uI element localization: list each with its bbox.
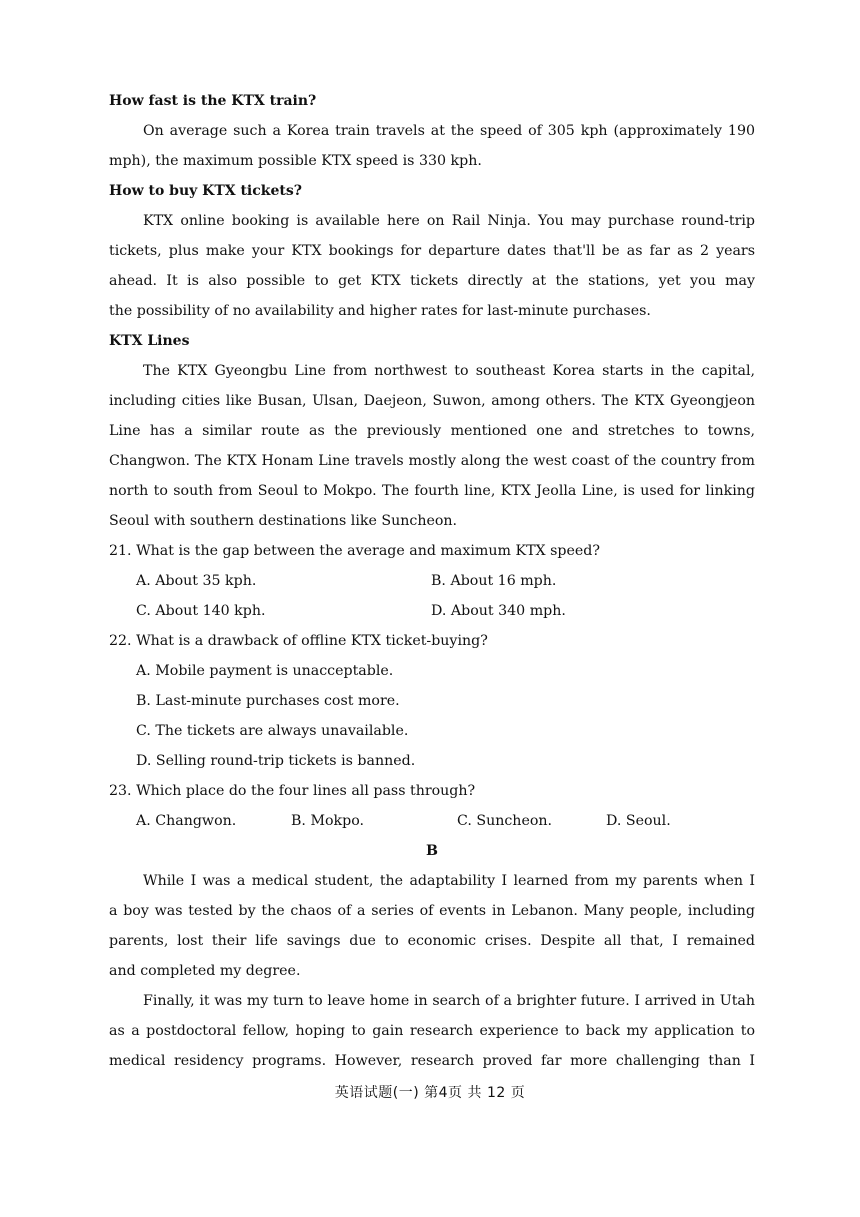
paragraph-line: Changwon. The KTX Honam Line travels mostly along the west coast of the country from [109,453,755,469]
paragraph-line: ahead. It is also possible to get KTX tickets directly at the stations, yet you may [109,273,755,289]
question-22-stem: 22. What is a drawback of offline KTX ticket-buying? [109,633,488,649]
paragraph-line: a boy was tested by the chaos of a series of events in Lebanon. Many people, including [109,903,755,919]
option-c: C. About 140 kph. [136,603,266,619]
paragraph-line: mph), the maximum possible KTX speed is 330 kph. [109,153,482,169]
option-c: C. The tickets are always unavailable. [136,723,409,739]
option-c: C. Suncheon. [457,813,553,829]
passage-b-label: B [426,843,438,859]
paragraph-line: Seoul with southern destinations like Suncheon. [109,513,458,529]
paragraph-line: Finally, it was my turn to leave home in search of a brighter future. I arrived in Utah [143,993,755,1009]
option-b: B. About 16 mph. [431,573,557,589]
option-d: D. Selling round-trip tickets is banned. [136,753,416,769]
paragraph-line: including cities like Busan, Ulsan, Daejeon, Suwon, among others. The KTX Gyeongjeon [109,393,755,409]
paragraph-line: north to south from Seoul to Mokpo. The fourth line, KTX Jeolla Line, is used for linking [109,483,755,499]
question-21-options-row-1 [109,566,755,596]
paragraph-line: as a postdoctoral fellow, hoping to gain research experience to back my application to [109,1023,755,1039]
option-b: B. Mokpo. [291,813,364,829]
question-23-options-row [109,806,755,836]
paragraph-line: KTX online booking is available here on Rail Ninja. You may purchase round-trip [143,213,755,229]
page-content [109,86,755,1076]
paragraph-line: medical residency programs. However, research proved far more challenging than I [109,1053,755,1069]
question-21-stem: 21. What is the gap between the average and maximum KTX speed? [109,543,600,559]
paragraph-line: Line has a similar route as the previously mentioned one and stretches to towns, [109,423,755,439]
question-23-stem: 23. Which place do the four lines all pass through? [109,783,476,799]
question-21-options-row-2 [109,596,755,626]
section-heading-speed: How fast is the KTX train? [109,93,317,109]
option-a: A. Changwon. [136,813,237,829]
paragraph-line: On average such a Korea train travels at the speed of 305 kph (approximately 190 [143,123,755,139]
section-heading-buy: How to buy KTX tickets? [109,183,302,199]
option-b: B. Last-minute purchases cost more. [136,693,400,709]
option-d: D. Seoul. [606,813,671,829]
paragraph-line: While I was a medical student, the adaptability I learned from my parents when I [143,873,755,889]
paragraph-line: and completed my degree. [109,963,301,979]
section-heading-lines: KTX Lines [109,333,190,349]
option-d: D. About 340 mph. [431,603,566,619]
paragraph-line: The KTX Gyeongbu Line from northwest to southeast Korea starts in the capital, [143,363,755,379]
paragraph-line: the possibility of no availability and higher rates for last-minute purchases. [109,303,651,319]
paragraph-line: parents, lost their life savings due to economic crises. Despite all that, I remained [109,933,755,949]
page-footer: 英语试题(一) 第4页 共 12 页 [334,1085,526,1101]
paragraph-line: tickets, plus make your KTX bookings for departure dates that'll be as far as 2 years [109,243,755,259]
option-a: A. About 35 kph. [136,573,257,589]
option-a: A. Mobile payment is unacceptable. [136,663,394,679]
